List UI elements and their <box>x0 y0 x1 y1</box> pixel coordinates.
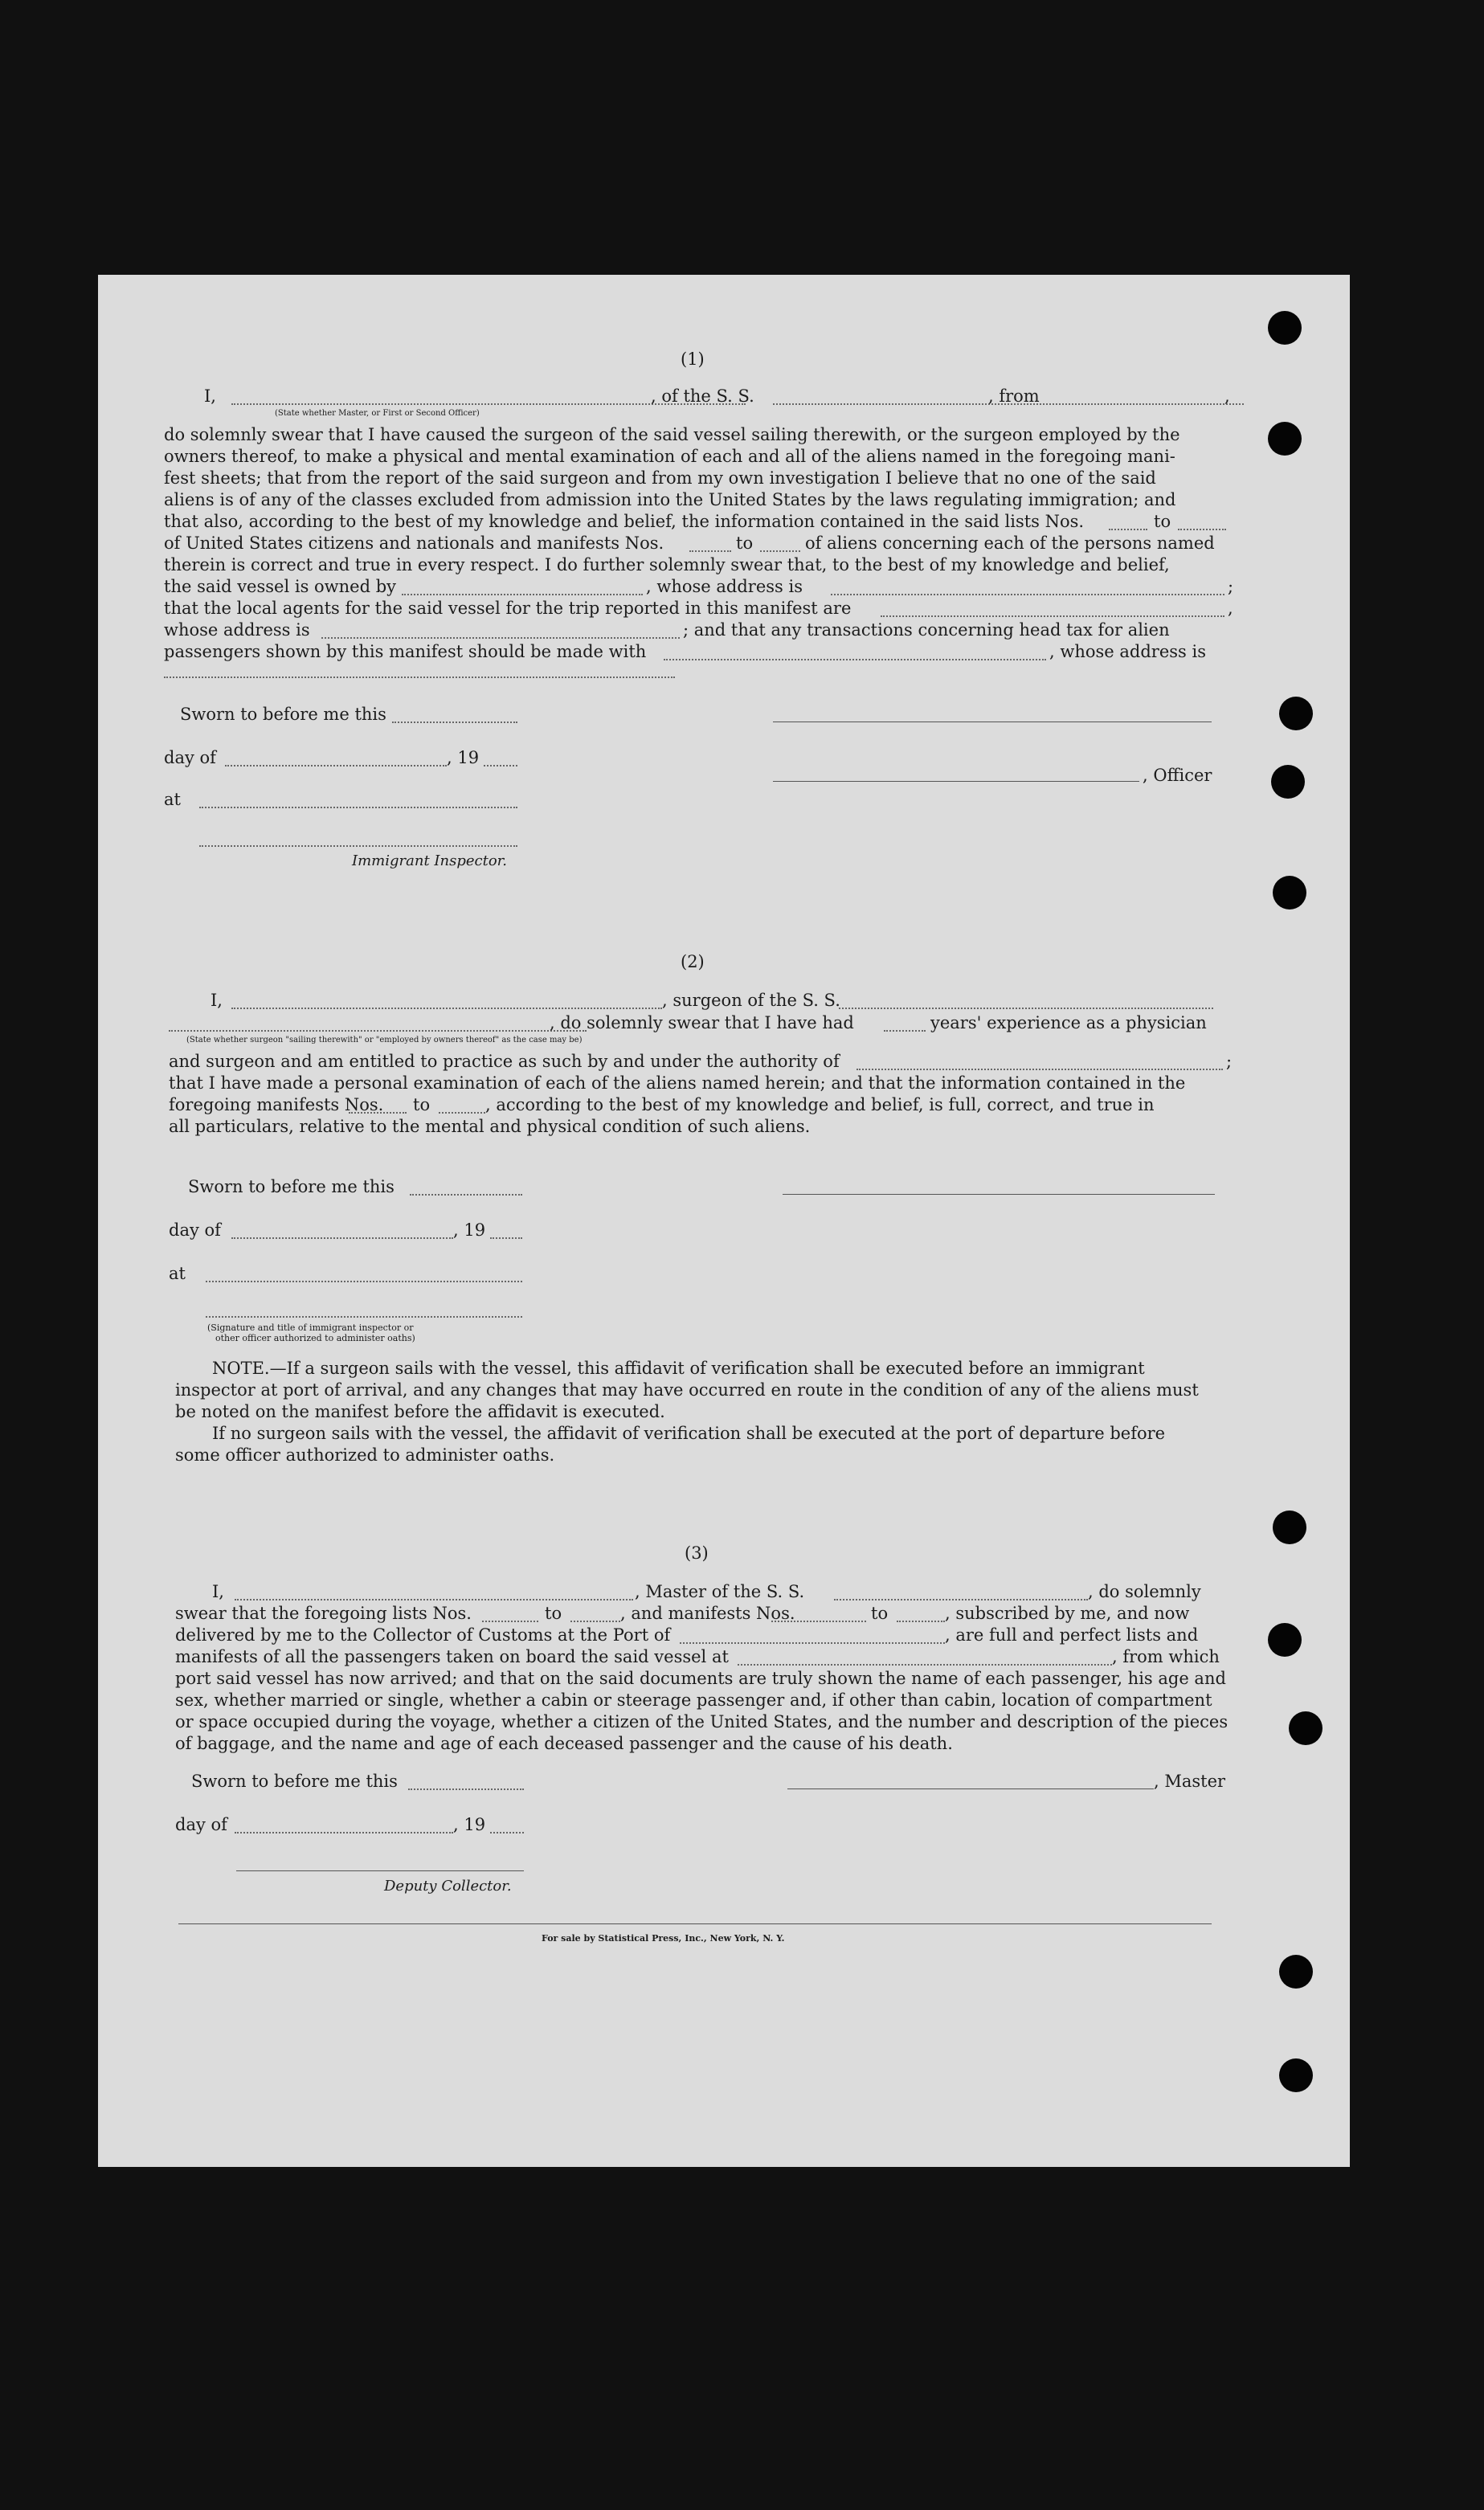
s1-place-field[interactable] <box>199 807 517 808</box>
s1-line-5b: to <box>1154 512 1171 531</box>
s1-line-9b: , <box>1228 599 1233 618</box>
s2-year-field[interactable] <box>490 1237 522 1239</box>
s2-year-prefix: , 19 <box>453 1220 486 1240</box>
s1-from-port-field[interactable] <box>1046 403 1244 405</box>
section-3-number: (3) <box>685 1543 709 1563</box>
s2-signature-line[interactable] <box>783 1194 1215 1195</box>
footer-rule <box>178 1923 1212 1924</box>
s2-line-4: all particulars, relative to the mental and physical condition of such aliens. <box>169 1117 811 1136</box>
s1-manifests-from-field[interactable] <box>689 550 731 552</box>
s2-month-field[interactable] <box>231 1237 453 1239</box>
s2-manifests-to-field[interactable] <box>439 1112 485 1114</box>
s3-year-prefix: , 19 <box>453 1815 486 1834</box>
s1-day-of: day of <box>164 748 216 767</box>
punch-hole <box>1279 2058 1313 2092</box>
s1-head-tax-party-field[interactable] <box>664 659 1046 660</box>
s1-line-3: fest sheets; that from the report of the said surgeon and from my own investigation I believe that no one of the said <box>164 468 1156 488</box>
s1-month-field[interactable] <box>225 765 447 766</box>
s1-inspector-signature-line[interactable] <box>199 845 517 847</box>
s3-master-name-field[interactable] <box>235 1599 633 1600</box>
s3-embark-port-field[interactable] <box>738 1664 1112 1666</box>
s3-line-6: or space occupied during the voyage, whether a citizen of the United States, and the number and description of the pieces <box>175 1712 1228 1731</box>
s2-note-line-1: NOTE.—If a surgeon sails with the vessel, this affidavit of verification shall be executed before an immigrant <box>212 1359 1145 1378</box>
s3-line-4: port said vessel has now arrived; and that on the said documents are truly shown the name of each passenger, his age and <box>175 1669 1226 1688</box>
s1-manifests-to-field[interactable] <box>760 550 800 552</box>
s3-line-1a: swear that the foregoing lists Nos. <box>175 1604 472 1623</box>
s1-line-4: aliens is of any of the classes excluded from admission into the United States by the laws regulating immigration; and <box>164 490 1176 509</box>
s1-line-1: do solemnly swear that I have caused the surgeon of the said vessel sailing therewith, or the surgeon employed by the <box>164 425 1180 444</box>
s1-line-10a: whose address is <box>164 620 310 640</box>
s3-line-5: sex, whether married or single, whether a cabin or steerage passenger and, if other than cabin, location of compartment <box>175 1690 1212 1710</box>
s1-line-10b: ; and that any transactions concerning head tax for alien <box>683 620 1170 640</box>
s1-line-8b: , whose address is <box>646 577 803 596</box>
s3-month-field[interactable] <box>235 1832 453 1833</box>
s1-line-6b: to <box>736 533 754 553</box>
s2-line-2: that I have made a personal examination of each of the aliens named herein; and that the information contained in the <box>169 1073 1186 1093</box>
s3-line-3a: manifests of all the passengers taken on board the said vessel at <box>175 1647 729 1666</box>
s1-line-5a: that also, according to the best of my knowledge and belief, the information contained in the said lists Nos. <box>164 512 1085 531</box>
s2-surgeon-of: , surgeon of the S. S. <box>662 991 840 1010</box>
s3-lists-from-field[interactable] <box>482 1621 538 1622</box>
punch-hole <box>1273 876 1306 910</box>
s2-sworn-day-field[interactable] <box>410 1194 522 1196</box>
s1-owner-field[interactable] <box>402 594 643 595</box>
s1-officer-line[interactable] <box>773 781 1139 782</box>
s2-surgeon-status-field[interactable] <box>169 1030 587 1032</box>
punch-hole <box>1289 1711 1323 1745</box>
s2-line-3c: , according to the best of my knowledge and belief, is full, correct, and true in <box>485 1095 1155 1114</box>
s3-day-of: day of <box>175 1815 227 1834</box>
s1-line-11b: , whose address is <box>1049 642 1206 661</box>
s2-sig-note-1: (Signature and title of immigrant inspector or <box>207 1322 414 1333</box>
punch-hole <box>1268 1623 1302 1657</box>
s3-year-field[interactable] <box>490 1832 524 1833</box>
s1-head-tax-address-field[interactable] <box>164 677 675 678</box>
s1-sworn: Sworn to before me this <box>180 705 386 724</box>
punch-hole <box>1273 1510 1306 1544</box>
s1-comma: , <box>1224 386 1230 406</box>
s1-line-8c: ; <box>1228 577 1234 596</box>
s2-i: I, <box>211 991 223 1010</box>
s1-owner-address-field[interactable] <box>831 594 1224 595</box>
s1-state-note: (State whether Master, or First or Second Officer) <box>275 409 480 418</box>
s3-port-field[interactable] <box>680 1642 945 1644</box>
s2-line-1: and surgeon and am entitled to practice as such by and under the authority of <box>169 1052 840 1071</box>
s2-note-line-3: be noted on the manifest before the affidavit is executed. <box>175 1402 665 1421</box>
s3-line-1d: to <box>871 1604 889 1623</box>
punch-hole <box>1268 422 1302 456</box>
s1-line-8a: the said vessel is owned by <box>164 577 397 596</box>
s1-at: at <box>164 790 181 809</box>
s2-ship-name-field[interactable] <box>839 1008 1213 1009</box>
section-2-number: (2) <box>681 952 705 971</box>
s1-line-2: owners thereof, to make a physical and mental examination of each and all of the aliens named in the foregoing mani- <box>164 447 1175 466</box>
s2-swear-a: , do solemnly swear that I have had <box>550 1013 854 1032</box>
s3-deputy-label: Deputy Collector. <box>384 1878 512 1895</box>
punch-hole <box>1268 311 1302 345</box>
s3-line-2b: , are full and perfect lists and <box>945 1625 1199 1645</box>
s2-sig-note-2: other officer authorized to administer oaths) <box>215 1333 415 1343</box>
s2-line-1b: ; <box>1226 1052 1233 1071</box>
s3-i: I, <box>212 1582 224 1601</box>
s2-manifests-from-field[interactable] <box>349 1112 407 1114</box>
s2-day-of: day of <box>169 1220 221 1240</box>
s1-year-field[interactable] <box>484 765 517 766</box>
s3-manifests-to-field[interactable] <box>897 1621 945 1622</box>
s1-agents-field[interactable] <box>881 615 1224 617</box>
s1-line-6a: of United States citizens and nationals and manifests Nos. <box>164 533 664 553</box>
s3-ship-name-field[interactable] <box>834 1599 1088 1600</box>
s1-from: , from <box>988 386 1040 406</box>
s2-at: at <box>169 1264 186 1283</box>
s1-sworn-day-field[interactable] <box>392 722 517 723</box>
s3-sworn: Sworn to before me this <box>191 1772 398 1791</box>
s1-lists-to-field[interactable] <box>1178 529 1226 530</box>
s2-years-field[interactable] <box>884 1030 926 1032</box>
s3-deputy-signature-line[interactable] <box>236 1870 524 1871</box>
s3-manifests-from-field[interactable] <box>771 1621 866 1622</box>
s3-master-label: , Master <box>1154 1772 1226 1791</box>
s2-line-3a: foregoing manifests Nos. <box>169 1095 384 1114</box>
s1-agents-address-field[interactable] <box>321 637 680 639</box>
s3-line-7: of baggage, and the name and age of each deceased passenger and the cause of his death. <box>175 1734 953 1753</box>
s1-i: I, <box>204 386 216 406</box>
s3-line-2a: delivered by me to the Collector of Customs at the Port of <box>175 1625 671 1645</box>
s2-surgeon-name-field[interactable] <box>231 1008 662 1009</box>
s1-year-prefix: , 19 <box>447 748 480 767</box>
punch-hole <box>1279 1955 1313 1989</box>
s2-line-3b: to <box>413 1095 431 1114</box>
s2-authority-field[interactable] <box>856 1069 1223 1070</box>
s1-of-ss: , of the S. S. <box>651 386 754 406</box>
s3-line-3b: , from which <box>1112 1647 1220 1666</box>
s3-line-1b: to <box>545 1604 562 1623</box>
s2-note-line-4: If no surgeon sails with the vessel, the affidavit of verification shall be executed at the port of departure before <box>212 1424 1166 1443</box>
s1-line-11a: passengers shown by this manifest should be made with <box>164 642 647 661</box>
s1-line-6c: of aliens concerning each of the persons named <box>805 533 1215 553</box>
s2-sworn: Sworn to before me this <box>188 1177 395 1196</box>
s1-inspector-label: Immigrant Inspector. <box>352 852 508 869</box>
s3-lists-to-field[interactable] <box>570 1621 620 1622</box>
s2-place-field[interactable] <box>206 1281 522 1282</box>
s2-note-line-5: some officer authorized to administer oaths. <box>175 1445 555 1465</box>
punch-hole <box>1271 765 1305 799</box>
document-page <box>98 275 1350 2167</box>
s1-line-9a: that the local agents for the said vessel for the trip reported in this manifest are <box>164 599 852 618</box>
s1-lists-from-field[interactable] <box>1109 529 1147 530</box>
s3-line-1c: , and manifests Nos. <box>620 1604 795 1623</box>
printer-imprint: For sale by Statistical Press, Inc., New York, N. Y. <box>542 1933 785 1944</box>
s3-master-of: , Master of the S. S. <box>635 1582 805 1601</box>
punch-hole <box>1279 697 1313 730</box>
s3-do-solemnly: , do solemnly <box>1088 1582 1201 1601</box>
section-1-number: (1) <box>681 350 705 369</box>
s3-line-1e: , subscribed by me, and now <box>945 1604 1190 1623</box>
s2-note-line-2: inspector at port of arrival, and any changes that may have occurred en route in the condition of any of the aliens must <box>175 1380 1199 1400</box>
s1-line-7: therein is correct and true in every respect. I do further solemnly swear that, to the best of my knowledge and belief, <box>164 555 1170 574</box>
s3-master-signature-line[interactable] <box>787 1788 1154 1789</box>
s1-officer-label: , Officer <box>1143 766 1212 785</box>
s2-state-note: (State whether surgeon "sailing therewith" or "employed by owners thereof" as the case may be) <box>186 1036 583 1044</box>
s2-inspector-signature-line[interactable] <box>206 1316 522 1318</box>
s2-swear-b: years' experience as a physician <box>930 1013 1207 1032</box>
s3-sworn-day-field[interactable] <box>408 1788 524 1790</box>
